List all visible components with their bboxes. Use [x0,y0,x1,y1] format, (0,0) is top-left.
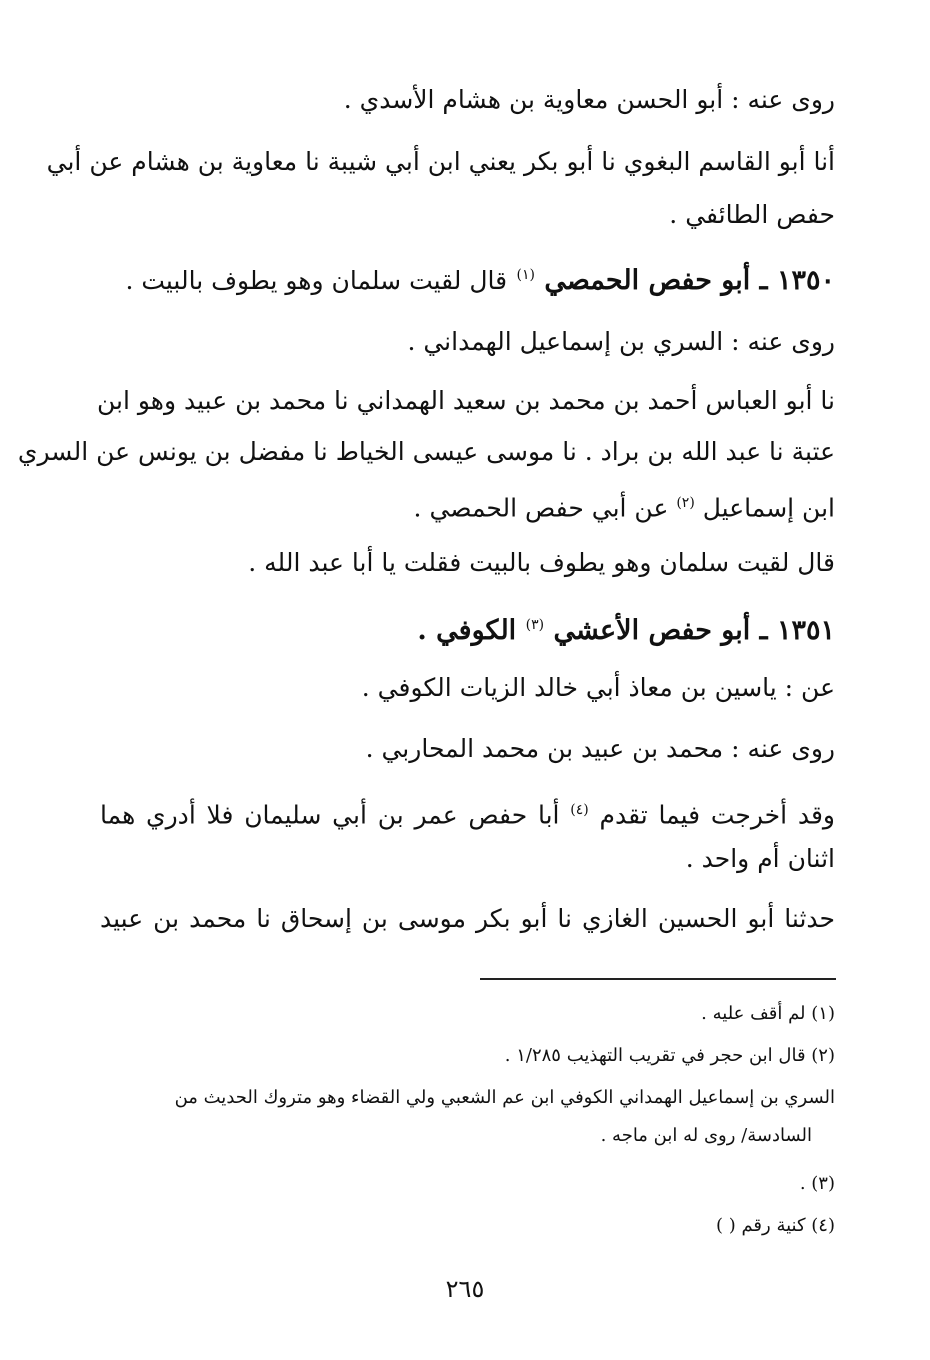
footnote-ref: (١) [516,267,535,283]
footnote: (١) لم أقف عليه . [701,1003,835,1024]
footnote-ref: (٤) [570,802,589,818]
text-line: قال لقيت سلمان وهو يطوف بالبيت فقلت يا أبا عبد الله . [248,548,835,577]
text-line: روى عنه : السري بن إسماعيل الهمداني . [407,327,835,356]
text-line [100,785,835,840]
text-fragment: أبا حفص عمر بن أبي سليمان فلا أدري هما [100,800,560,830]
entry-name: أبو حفص الحمصي [544,265,751,296]
entry-heading-1350 [100,250,835,306]
text-fragment: ابن إسماعيل [702,493,835,523]
page-number: ٢٦٥ [445,1275,485,1303]
text-line: عتبة نا عبد الله بن براد . نا موسى عيسى الخياط نا مفضل بن يونس عن السري [17,437,835,466]
entry-text: الكوفي . [417,615,517,646]
footnote-divider [480,978,836,980]
text-line: روى عنه : أبو الحسن معاوية بن هشام الأسدي . [343,85,835,114]
text-line: حفص الطائفي . [669,200,835,229]
entry-text: قال لقيت سلمان وهو يطوف بالبيت . [125,266,508,295]
text-line: نا أبو العباس أحمد بن محمد بن سعيد الهمداني نا محمد بن عبيد وهو ابن [97,386,835,415]
text-line: حدثنا أبو الحسين الغازي نا أبو بكر موسى بن إسحاق نا محمد بن عبيد [100,904,835,933]
text-fragment: عن أبي حفص الحمصي . [413,493,669,523]
footnote: (٤) كنية رقم ( ) [715,1215,835,1236]
footnote: السري بن إسماعيل الهمداني الكوفي ابن عم الشعبي ولي القضاء وهو متروك الحديث من [174,1087,835,1108]
text-line: اثنان أم واحد . [685,844,835,873]
entry-name: أبو حفص الأعشي [553,615,751,646]
text-line: روى عنه : محمد بن عبيد بن محمد المحاربي . [365,734,835,763]
text-line [100,478,835,533]
text-fragment: وقد أخرجت فيما تقدم [599,800,836,830]
text-line: أنا أبو القاسم البغوي نا أبو بكر يعني ابن أبي شيبة نا معاوية بن هشام عن أبي [46,147,835,176]
footnote-ref: (٢) [676,495,695,511]
footnote: (٢) قال ابن حجر في تقريب التهذيب ١/٢٨٥ . [504,1045,835,1066]
entry-heading-1351 [100,600,835,656]
entry-number: ١٣٥١ ـ [759,615,835,646]
footnote: السادسة/ روى له ابن ماجه . [600,1125,812,1146]
entry-number: ١٣٥٠ ـ [759,265,835,296]
text-line: عن : ياسين بن معاذ أبي خالد الزيات الكوفي . [361,673,835,702]
footnote-ref: (٣) [525,617,545,633]
footnote: (٣) . [799,1173,835,1194]
